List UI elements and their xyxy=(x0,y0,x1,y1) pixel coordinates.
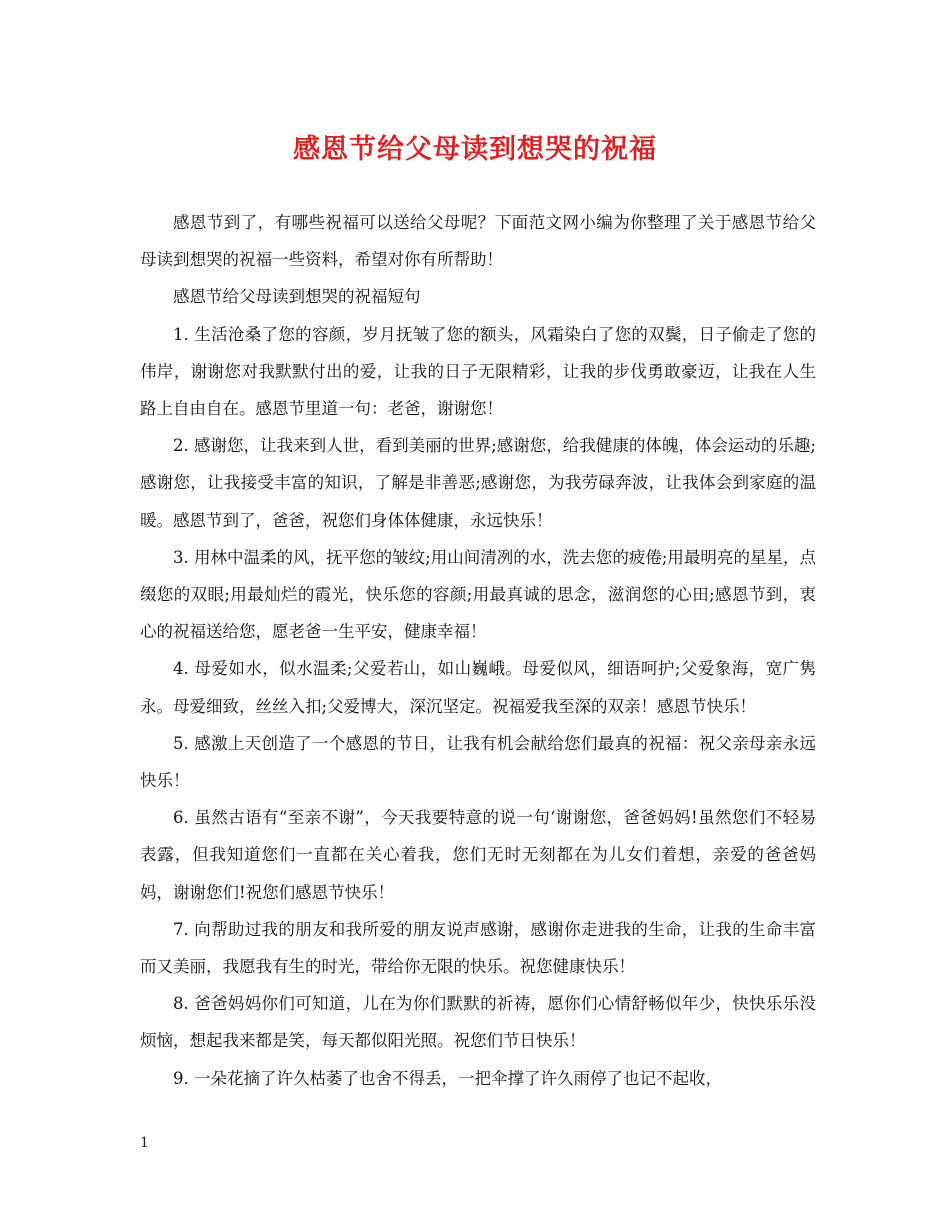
blessing-paragraph-7: 7. 向帮助过我的朋友和我所爱的朋友说声感谢，感谢你走进我的生命，让我的生命丰富而又美丽，我愿我有生的时光，带给你无限的快乐。祝您健康快乐！ xyxy=(140,919,816,977)
blessing-paragraph-9: 9. 一朵花摘了许久枯萎了也舍不得丢，一把伞撑了许久雨停了也记不起收， xyxy=(173,1068,722,1088)
blessing-paragraph-4: 4. 母爱如水，似水温柔;父爱若山，如山巍峨。母爱似风，细语呵护;父爱象海，宽广隽永。母爱细致，丝丝入扣;父爱博大，深沉坚定。祝福爱我至深的双亲！感恩节快乐！ xyxy=(140,659,816,716)
blessing-paragraph-5: 5. 感激上天创造了一个感恩的节日，让我有机会献给您们最真的祝福：祝父亲母亲永远快乐！ xyxy=(140,733,816,791)
blessing-paragraph-8: 8. 爸爸妈妈你们可知道，儿在为你们默默的祈祷，愿你们心情舒畅似年少，快快乐乐没烦恼，想起我来都是笑，每天都似阳光照。祝您们节日快乐！ xyxy=(140,994,816,1051)
blessing-paragraph-3: 3. 用林中温柔的风，抚平您的皱纹;用山间清冽的水，洗去您的疲倦;用最明亮的星星，点缀您的双眼;用最灿烂的霞光，快乐您的容颜;用最真诚的思念，滋润您的心田;感恩节到，衷心的祝福送给您，愿老爸一生平安，健康幸福！ xyxy=(140,547,816,642)
page-title: 感恩节给父母读到想哭的祝福 xyxy=(293,134,657,165)
intro-paragraph: 感恩节到了，有哪些祝福可以送给父母呢？下面范文网小编为你整理了关于感恩节给父母读到想哭的祝福一些资料，希望对你有所帮助！ xyxy=(140,213,816,270)
blessing-paragraph-1: 1. 生活沧桑了您的容颜，岁月抚皱了您的额头，风霜染白了您的双鬓，日子偷走了您的伟岸，谢谢您对我默默付出的爱，让我的日子无限精彩，让我的步伐勇敢豪迈，让我在人生路上自由自在。感恩节里道一句：老爸，谢谢您！ xyxy=(140,324,816,419)
blessing-paragraph-6: 6. 虽然古语有“至亲不谢”，今天我要特意的说一句‘谢谢您，爸爸妈妈!虽然您们不轻易表露，但我知道您们一直都在关心着我，您们无时无刻都在为儿女们着想，亲爱的爸爸妈妈，谢谢您们!祝您们感恩节快乐！ xyxy=(140,808,816,902)
blessing-paragraph-2: 2. 感谢您，让我来到人世，看到美丽的世界;感谢您，给我健康的体魄，体会运动的乐趣;感谢您，让我接受丰富的知识，了解是非善恶;感谢您，为我劳碌奔波，让我体会到家庭的温暖。感恩节到了，爸爸，祝您们身体体健康，永远快乐！ xyxy=(140,436,816,530)
document-body xyxy=(140,204,816,1097)
section-heading: 感恩节给父母读到想哭的祝福短句 xyxy=(173,287,421,307)
page-number: 1 xyxy=(140,1135,149,1151)
